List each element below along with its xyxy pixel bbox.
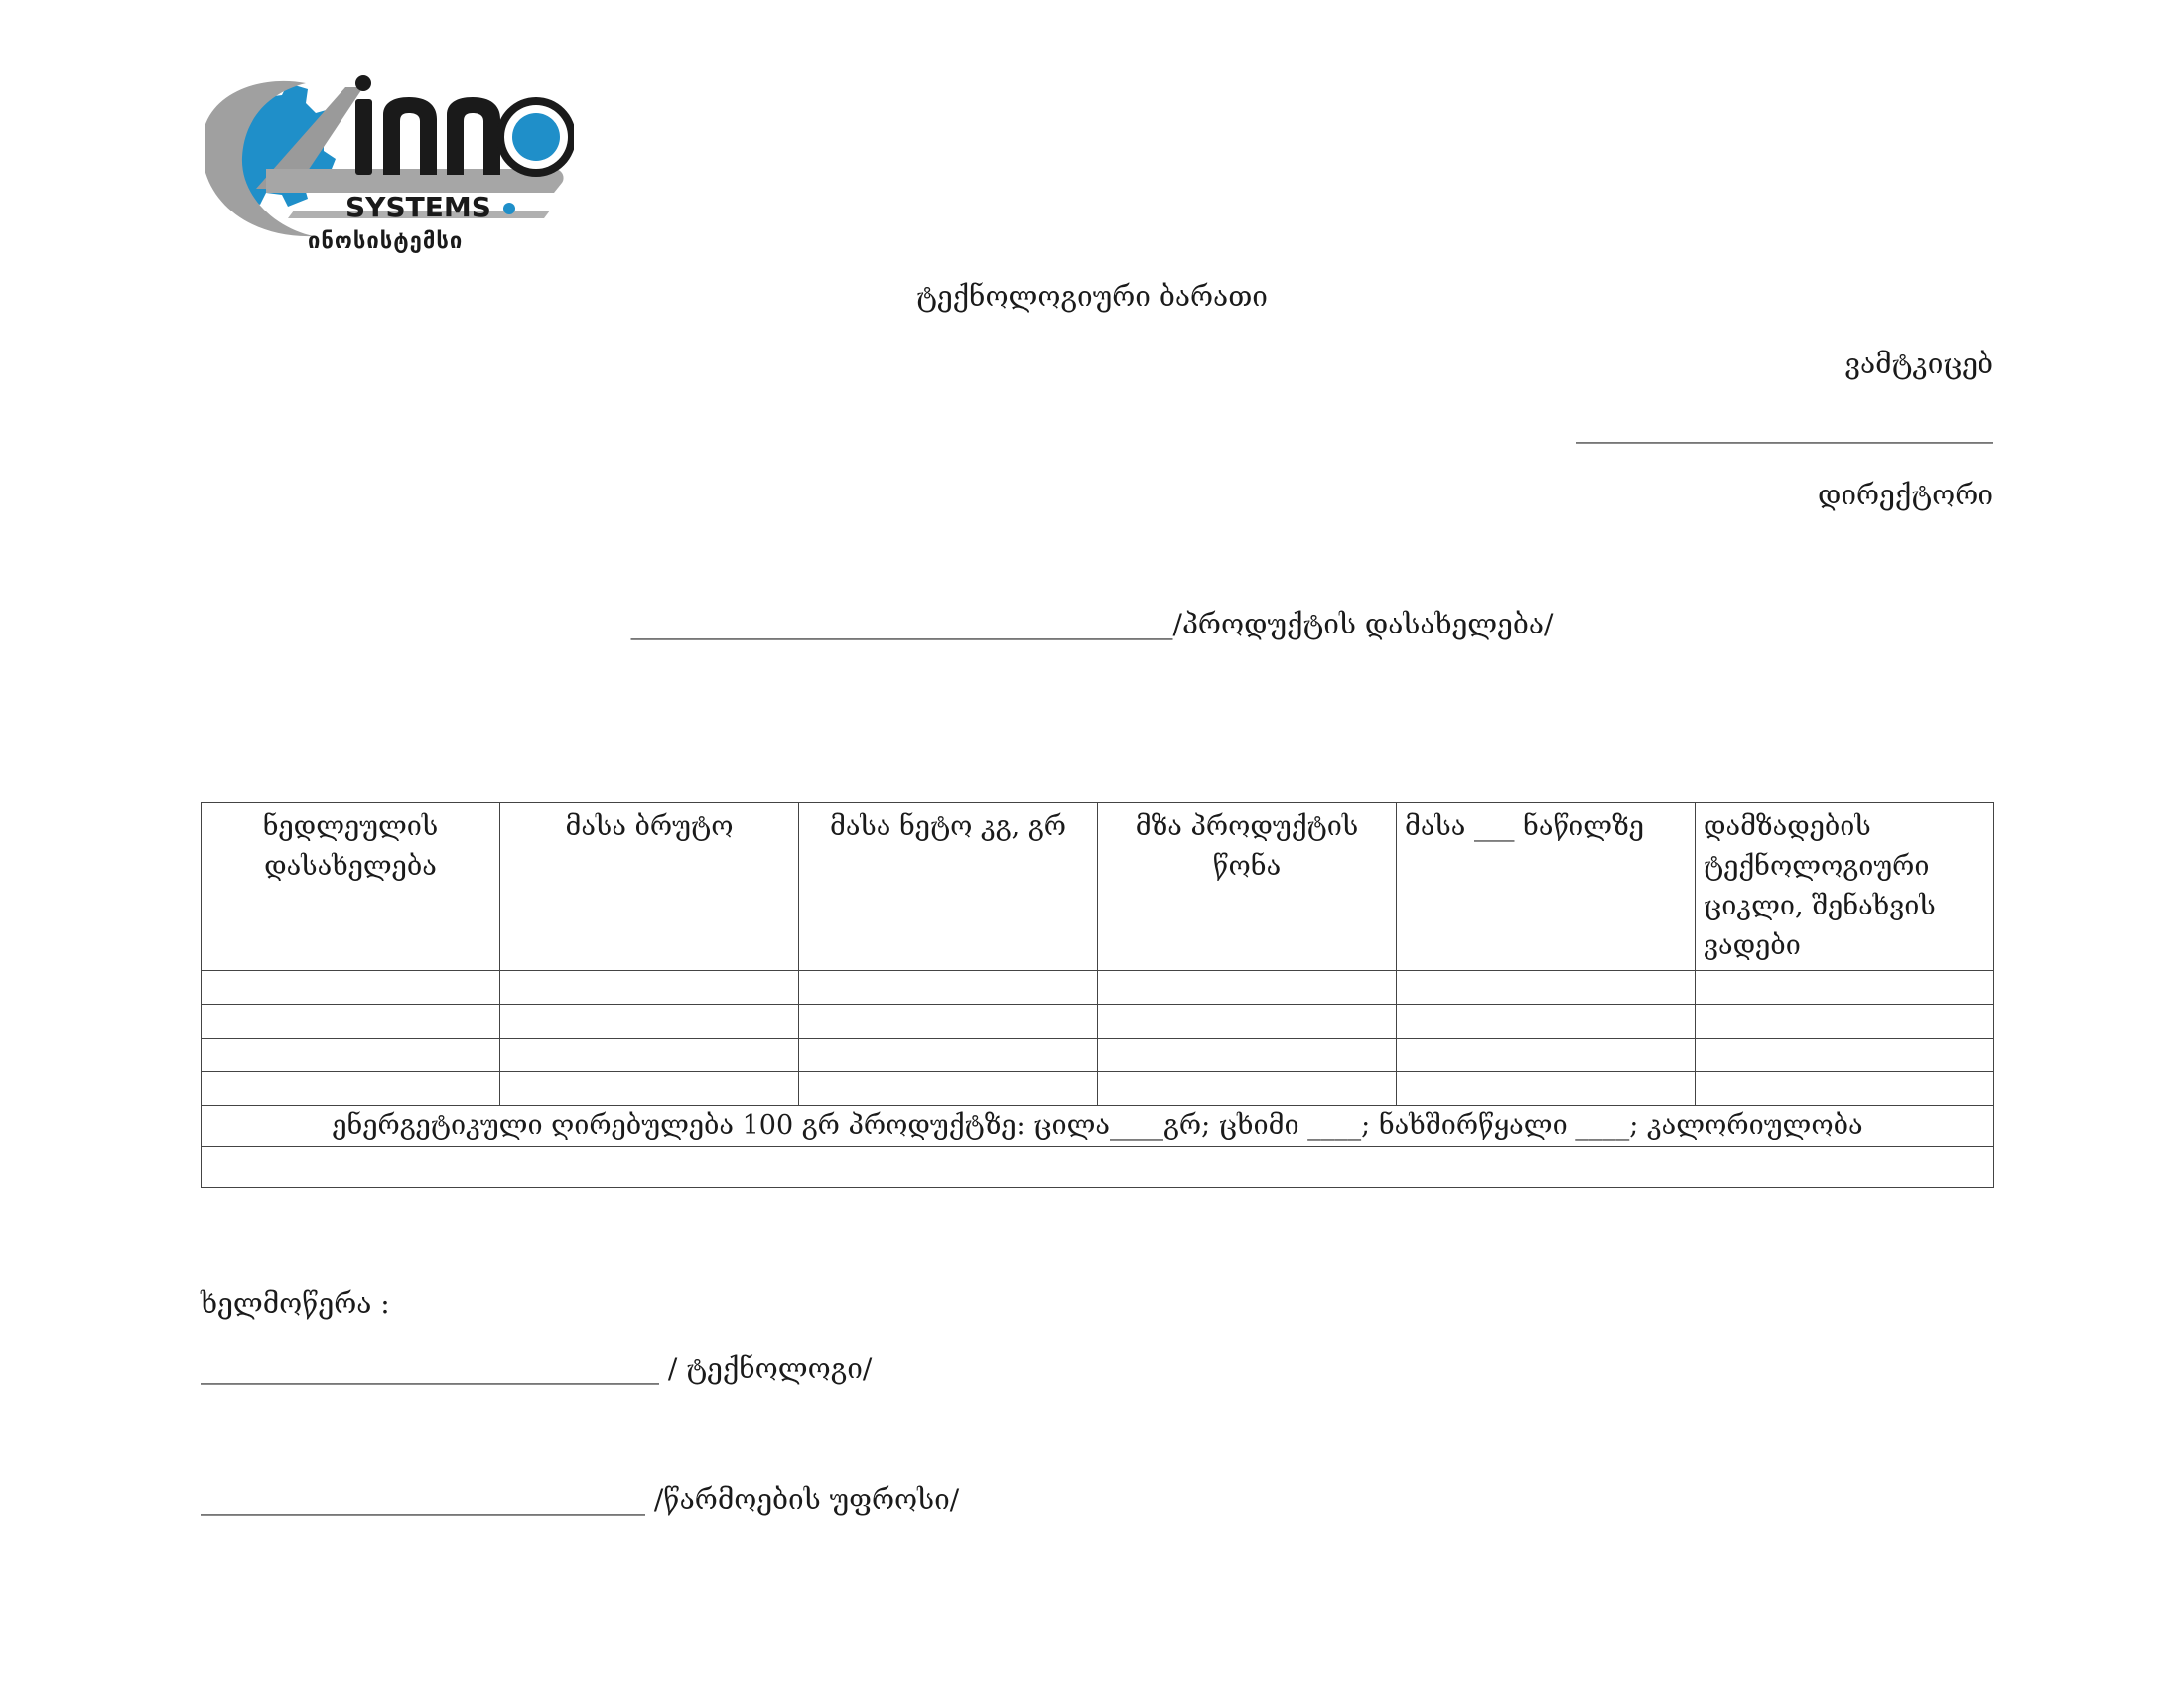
table-cell[interactable] [799, 971, 1098, 1005]
table-cell[interactable] [500, 1039, 799, 1072]
header-gross-mass: მასა ბრუტო [500, 803, 799, 971]
table-cell[interactable] [1397, 1072, 1696, 1106]
company-logo [197, 70, 574, 258]
table-cell[interactable] [500, 1072, 799, 1106]
table-cell[interactable] [1696, 1005, 1994, 1039]
table-row [202, 1005, 1994, 1039]
table-cell[interactable] [500, 1005, 799, 1039]
approve-signature-line: ______________________________ [1576, 411, 1993, 444]
table-cell[interactable] [799, 1005, 1098, 1039]
header-mass-per-portion: მასა ___ ნაწილზე [1397, 803, 1696, 971]
table-cell[interactable] [1397, 1005, 1696, 1039]
table-cell[interactable] [1397, 1039, 1696, 1072]
table-cell[interactable] [1098, 1005, 1397, 1039]
header-technology-cycle: დამზადების ტექნოლოგიური ციკლი, შენახვის ვადები [1696, 803, 1994, 971]
table-cell[interactable] [799, 1039, 1098, 1072]
table-cell[interactable] [1098, 1039, 1397, 1072]
table-cell[interactable] [1696, 1039, 1994, 1072]
table-cell[interactable] [202, 1147, 1994, 1188]
logo-graphic [197, 70, 574, 258]
table-cell[interactable] [1696, 971, 1994, 1005]
signature-label: ხელმოწერა : [201, 1287, 390, 1320]
table-cell[interactable] [1098, 1072, 1397, 1106]
table-cell[interactable] [1397, 971, 1696, 1005]
table-cell[interactable] [1098, 971, 1397, 1005]
production-head-signature-line: ________________________________ /წარმოების უფროსი/ [201, 1483, 960, 1516]
approve-label: ვამტკიცებ [1844, 348, 1993, 380]
ingredients-table [201, 802, 1994, 1188]
header-raw-material: ნედლეულის დასახელება [202, 803, 500, 971]
table-cell[interactable] [1696, 1072, 1994, 1106]
table-cell[interactable] [202, 1039, 500, 1072]
energy-value-row [202, 1106, 1994, 1147]
table-header-row [202, 803, 1994, 971]
table-row [202, 971, 1994, 1005]
document-title: ტექნოლოგიური ბარათი [916, 280, 1268, 313]
energy-value-text: ენერგეტიკული ღირებულება 100 გრ პროდუქტზე: ცილა____გრ; ცხიმი ____; ნახშირწყალი ____; კალორიულობა [202, 1106, 1994, 1147]
table-row [202, 1039, 1994, 1072]
header-product-weight: მზა პროდუქტის წონა [1098, 803, 1397, 971]
svg-text:SYSTEMS: SYSTEMS [345, 191, 491, 223]
header-net-mass: მასა ნეტო კგ, გრ [799, 803, 1098, 971]
table-cell[interactable] [202, 1072, 500, 1106]
product-name-line: _______________________________________/პროდუქტის დასახელება/ [630, 608, 1554, 640]
table-cell[interactable] [202, 971, 500, 1005]
table-cell[interactable] [799, 1072, 1098, 1106]
director-label: დირექტორი [1818, 479, 1993, 511]
table-cell[interactable] [500, 971, 799, 1005]
technologist-signature-line: _________________________________ / ტექნოლოგი/ [201, 1352, 873, 1385]
table-cell[interactable] [202, 1005, 500, 1039]
table-row [202, 1072, 1994, 1106]
svg-text:ინოსისტემსი: ინოსისტემსი [308, 229, 464, 254]
table-row [202, 1147, 1994, 1188]
